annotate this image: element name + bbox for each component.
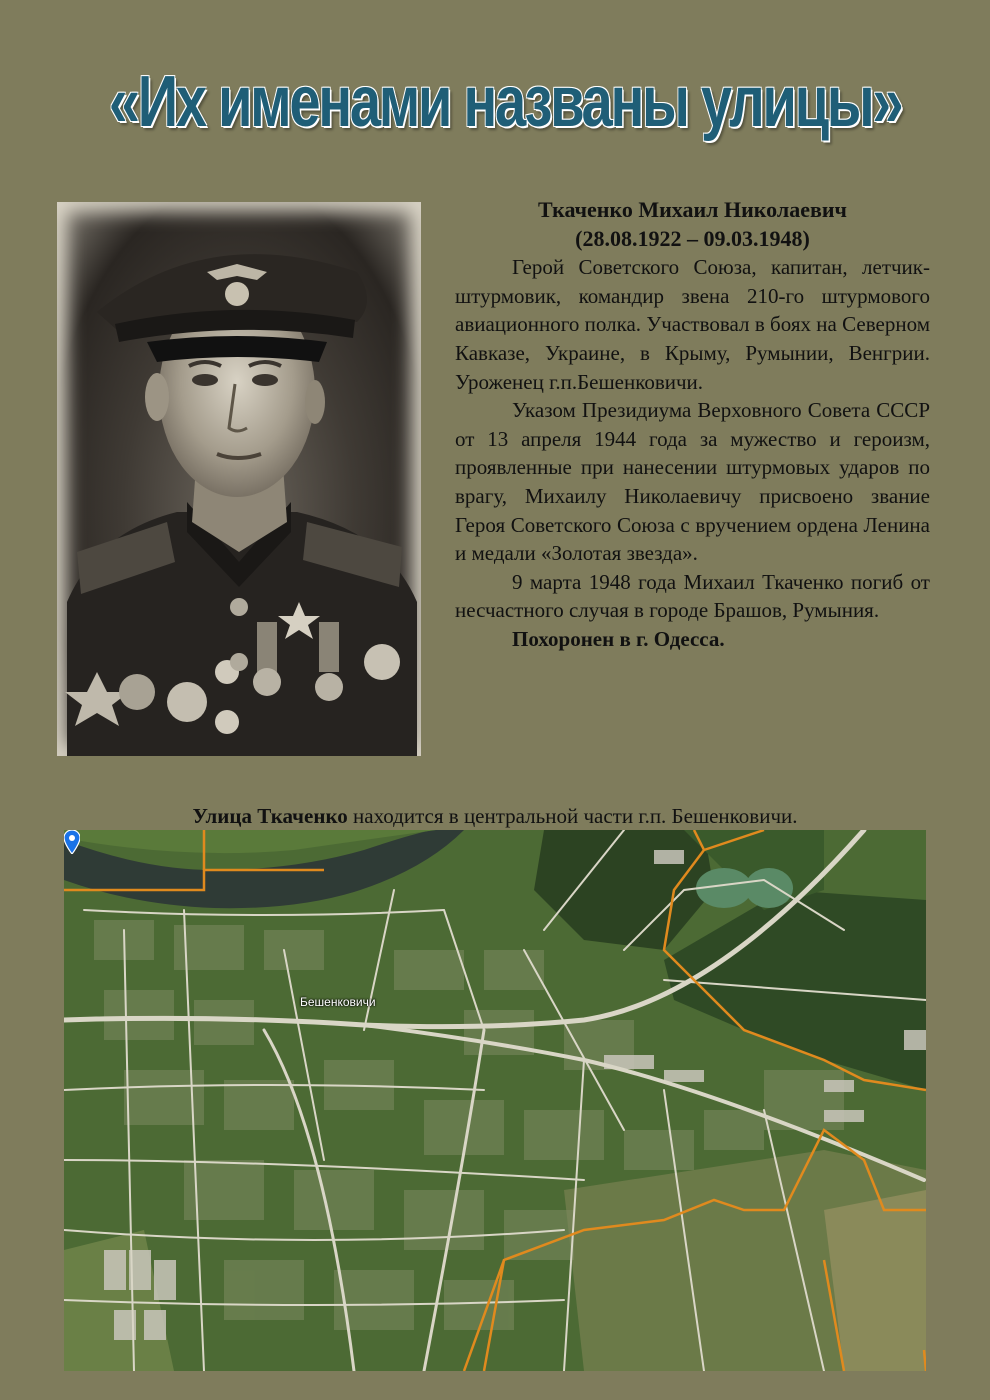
page-title: «Их именами названы улицы» <box>108 62 902 142</box>
location-pin-icon[interactable] <box>64 830 80 854</box>
street-name: Улица Ткаченко <box>192 804 348 828</box>
portrait-photo <box>57 202 421 756</box>
person-dates: (28.08.1922 – 09.03.1948) <box>575 225 810 251</box>
satellite-map[interactable] <box>64 830 926 1371</box>
caption-text: находится в центральной части г.п. Бешенковичи. <box>347 804 798 828</box>
town-label: Бешенковичи <box>300 995 376 1009</box>
portrait-illustration <box>57 202 421 756</box>
bio-paragraph-3: 9 марта 1948 года Михаил Ткаченко погиб от несчастного случая в городе Брашов, Румыния. <box>455 569 930 623</box>
person-name: Ткаченко Михаил Николаевич <box>538 197 847 222</box>
bio-paragraph-2: Указом Президиума Верховного Совета СССР от 13 апреля 1944 года за мужество и героизм, проявленные при нанесении штурмовых ударов по врагу, Михаилу Николаевичу присвоено звание Героя Советского Союза с вручением ордена Ленина и медали «Золотая звезда». <box>455 398 930 566</box>
map-illustration <box>64 830 926 1371</box>
bio-paragraph-1: Герой Советского Союза, капитан, летчик-штурмовик, командир звена 210-го штурмового авиационного полка. Участвовал в боях на Северном Кавказе, Украине, в Крыму, Румынии, Венгрии. Уроженец г.п.Бешенковичи. <box>455 255 930 394</box>
biography-text <box>455 196 930 654</box>
map-caption <box>0 802 990 830</box>
burial-note: Похоронен в г. Одесса. <box>512 626 725 651</box>
